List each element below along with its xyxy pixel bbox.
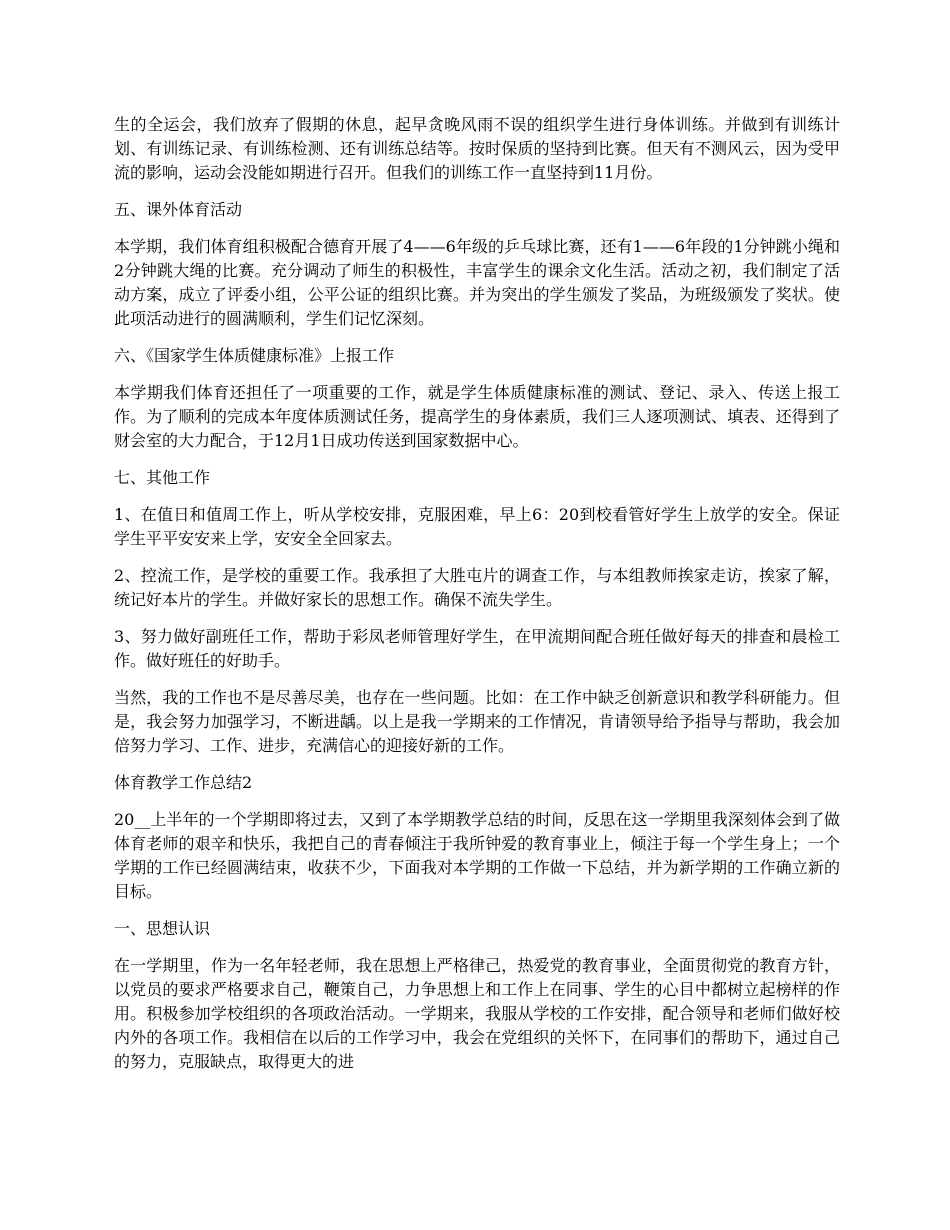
paragraph-summary-intro: 20__上半年的一个学期即将过去，又到了本学期教学总结的时间，反思在这一学期里我深刻体会到了做体育老师的艰辛和快乐，我把自己的青春倾注于我所钟爱的教育事业上，倾注于每一个学生身上；一个学期的工作已经圆满结束，收获不少，下面我对本学期的工作做一下总结，并为新学期的工作确立新的目标。 (114, 810, 840, 901)
document-page (114, 113, 840, 1087)
paragraph-duty: 1、在值日和值周工作上，听从学校安排，克服困难，早上6：20到校看管好学生上放学的安全。保证学生平平安安来上学，安安全全回家去。 (114, 505, 840, 548)
paragraph-extracurricular: 本学期，我们体育组积极配合德育开展了4——6年级的乒乓球比赛，还有1——6年段的1分钟跳小绳和2分钟跳大绳的比赛。充分调动了师生的积极性，丰富学生的课余文化生活。活动之初，我们制定了活动方案，成立了评委小组，公平公证的组织比赛。并为突出的学生颁发了奖品，为班级颁发了奖状。使此项活动进行的圆满顺利，学生们记忆深刻。 (114, 237, 840, 328)
paragraph-training: 生的全运会，我们放弃了假期的休息，起早贪晚风雨不误的组织学生进行身体训练。并做到有训练计划、有训练记录、有训练检测、还有训练总结等。按时保质的坚持到比赛。但天有不测风云，因为受甲流的影响，运动会没能如期进行召开。但我们的训练工作一直坚持到11月份。 (114, 115, 840, 182)
paragraph-assistant-teacher: 3、努力做好副班任工作，帮助于彩凤老师管理好学生，在甲流期间配合班任做好每天的排查和晨检工作。做好班任的好助手。 (114, 627, 840, 670)
paragraph-reflection: 当然，我的工作也不是尽善尽美，也存在一些问题。比如：在工作中缺乏创新意识和教学科研能力。但是，我会努力加强学习，不断进龋。以上是我一学期来的工作情况，肯请领导给予指导与帮助，我会加倍努力学习、工作、进步，充满信心的迎接好新的工作。 (114, 688, 840, 755)
paragraph-enrollment: 2、控流工作，是学校的重要工作。我承担了大胜屯片的调查工作，与本组教师挨家走访，挨家了解，统记好本片的学生。并做好家长的思想工作。确保不流失学生。 (114, 566, 840, 609)
heading-health-standard: 六、《国家学生体质健康标准》上报工作 (114, 346, 395, 365)
heading-ideology: 一、思想认识 (114, 919, 211, 938)
heading-summary-2: 体育教学工作总结2 (114, 773, 253, 792)
paragraph-ideology: 在一学期里，作为一名年轻老师，我在思想上严格律己，热爱党的教育事业，全面贯彻党的教育方针，以党员的要求严格要求自己，鞭策自己，力争思想上和工作上在同事、学生的心目中都树立起榜样的作用。积极参加学校组织的各项政治活动。一学期来，我服从学校的工作安排，配合领导和老师们做好校内外的各项工作。我相信在以后的工作学习中，我会在党组织的关怀下，在同事们的帮助下，通过自己的努力，克服缺点，取得更大的进 (114, 956, 840, 1071)
heading-other-work: 七、其他工作 (114, 468, 211, 487)
paragraph-health-standard: 本学期我们体育还担任了一项重要的工作，就是学生体质健康标准的测试、登记、录入、传送上报工作。为了顺利的完成本年度体质测试任务，提高学生的身体素质，我们三人逐项测试、填表、还得到了财会室的大力配合，于12月1日成功传送到国家数据中心。 (114, 383, 840, 450)
heading-extracurricular: 五、课外体育活动 (114, 200, 243, 219)
